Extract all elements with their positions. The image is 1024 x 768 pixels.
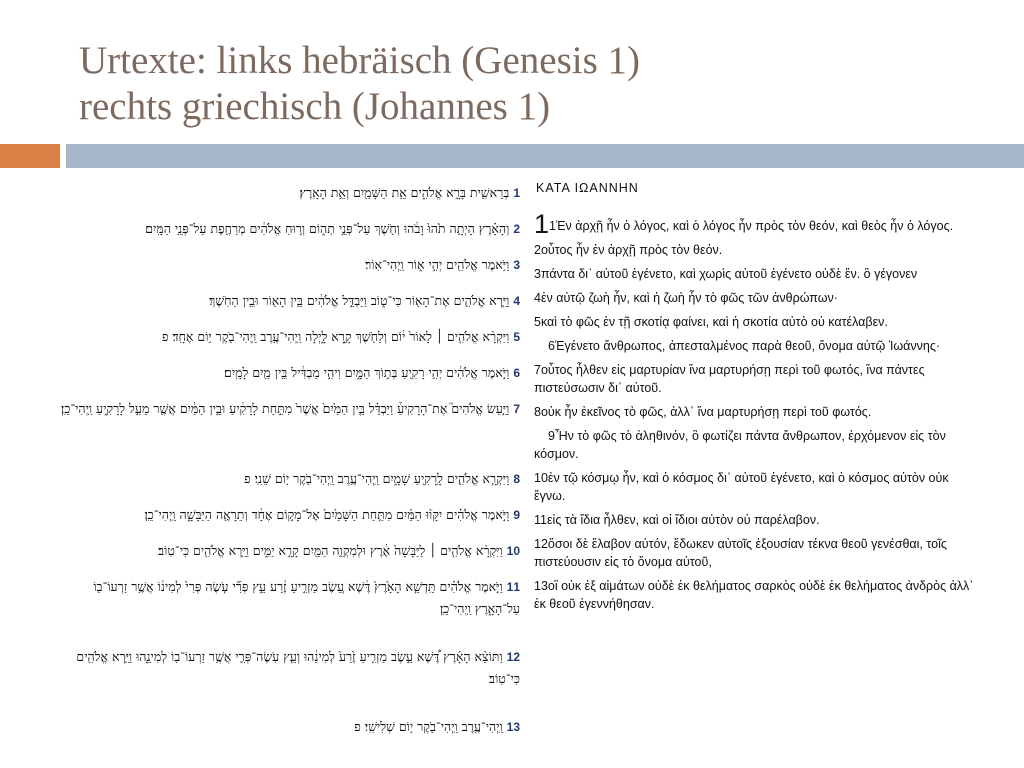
greek-verse-text: πάντα δι᾽ αὐτοῦ ἐγένετο, καὶ χωρὶς αὐτοῦ ἐγένετο οὐδὲ ἕν. ὃ γέγονεν xyxy=(540,267,918,281)
hebrew-verse-text: וַיֹּ֥אמֶר אֱלֹהִ֖ים יְהִ֣י א֑וֹר וַֽיְהִי־אֽוֹר׃ xyxy=(365,257,510,272)
greek-verse xyxy=(534,337,974,355)
hebrew-verse-text: וַיֹּ֣אמֶר אֱלֹהִ֗ים תַּֽדְשֵׁ֤א הָאָ֙רֶץ֙ דֶּ֔שֶׁא עֵ֚שֶׂב מַזְרִ֣יעַ זֶ֔רַע עֵ֣ץ פְּרִ֞י עֹ֤שֶׂה פְּרִי֙ לְמִינ֔וֹ אֲשֶׁ֥ר זַרְעוֹ־ב֖וֹ עַל־הָאָ֑רֶץ וַֽיְהִי־כֵֽן׃ xyxy=(93,579,520,616)
greek-verse-number: 13 xyxy=(534,579,548,593)
slide-title xyxy=(79,38,979,130)
hebrew-verse xyxy=(52,504,520,540)
hebrew-verse-number: 9 xyxy=(513,508,520,522)
hebrew-verse xyxy=(52,576,520,646)
hebrew-verse xyxy=(52,646,520,716)
hebrew-verse-number: 6 xyxy=(513,366,520,380)
hebrew-verse-text: וַיַּ֧רְא אֱלֹהִ֛ים אֶת־הָא֖וֹר כִּי־ט֑וֹב וַיַּבְדֵּ֣ל אֱלֹהִ֔ים בֵּ֥ין הָא֖וֹר וּבֵ֥ין הַחֹֽשֶׁךְ׃ xyxy=(209,293,510,308)
greek-verse-number: 10 xyxy=(534,471,548,485)
greek-verse-number: 4 xyxy=(534,291,541,305)
hebrew-verse-text: וַיֹּ֣אמֶר אֱלֹהִ֔ים יְהִ֥י רָקִ֖יעַ בְּת֣וֹךְ הַמָּ֑יִם וִיהִ֣י מַבְדִּ֔יל בֵּ֥ין מַ֖יִם לָמָֽיִם׃ xyxy=(224,365,510,380)
greek-verse xyxy=(534,403,974,421)
greek-chapter-number: 1 xyxy=(534,209,550,239)
greek-verse xyxy=(534,289,974,307)
hebrew-verse-number: 7 xyxy=(513,402,520,416)
hebrew-verse-text: וַיִּקְרָ֨א אֱלֹהִ֤ים ׀ לָאוֹר֙ י֔וֹם וְלַחֹ֖שֶׁךְ קָ֣רָא לָ֑יְלָה וַֽיְהִי־עֶ֥רֶב וַֽיְהִי־בֹ֖קֶר י֥וֹם אֶחָֽד׃ פ xyxy=(161,329,510,344)
greek-book-heading: ΚΑΤΑ ΙΩΑΝΝΗΝ xyxy=(536,181,639,195)
greek-verse-text: Ἐν ἀρχῇ ἦν ὁ λόγος, καὶ ὁ λόγος ἦν πρὸς τὸν θεόν, καὶ θεὸς ἦν ὁ λόγος. xyxy=(555,219,954,233)
greek-verse-text: ἐν αὐτῷ ζωὴ ἦν, καὶ ἡ ζωὴ ἦν τὸ φῶς τῶν ἀνθρώπων· xyxy=(540,291,838,305)
greek-verse xyxy=(534,265,974,283)
greek-verse xyxy=(534,469,974,505)
hebrew-verse-text: וַיֹּ֣אמֶר אֱלֹהִ֗ים יִקָּו֨וּ הַמַּ֜יִם מִתַּ֤חַת הַשָּׁמַ֙יִם֙ אֶל־מָק֣וֹם אֶחָ֔ד וְתֵרָאֶ֖ה הַיַּבָּשָׁ֑ה וַֽיְהִי־כֵֽן׃ xyxy=(144,507,510,522)
slide-title-line-1: Urtexte: links hebräisch (Genesis 1) xyxy=(79,39,641,82)
hebrew-verse xyxy=(52,326,520,362)
greek-verse xyxy=(534,535,974,571)
hebrew-verse-text: בְּרֵאשִׁ֖ית בָּרָ֣א אֱלֹהִ֑ים אֵ֥ת הַשָּׁמַ֖יִם וְאֵ֥ת הָאָֽרֶץ׃ xyxy=(299,185,510,200)
hebrew-verse-number: 8 xyxy=(513,472,520,486)
greek-verse-text: οὗτος ἦν ἐν ἀρχῇ πρὸς τὸν θεόν. xyxy=(540,243,723,257)
greek-verse-text: οἳ οὐκ ἐξ αἱμάτων οὐδὲ ἐκ θελήματος σαρκὸς οὐδὲ ἐκ θελήματος ἀνδρὸς ἀλλ᾽ ἐκ θεοῦ ἐγεννήθησαν. xyxy=(534,579,974,611)
hebrew-verse xyxy=(52,468,520,504)
hebrew-verse xyxy=(52,398,520,468)
hebrew-verse-number: 2 xyxy=(513,222,520,236)
hebrew-verse xyxy=(52,362,520,398)
hebrew-text-column xyxy=(52,182,520,752)
hebrew-verse xyxy=(52,182,520,218)
greek-verse-number: 1 xyxy=(549,219,556,233)
greek-verse xyxy=(534,577,974,613)
greek-verse-text: οὗτος ἦλθεν εἰς μαρτυρίαν ἵνα μαρτυρήσῃ περὶ τοῦ φωτός, ἵνα πάντες πιστεύσωσιν δι᾽ αὐτοῦ. xyxy=(534,363,925,395)
accent-bar-blue xyxy=(66,144,1024,168)
greek-verse xyxy=(534,313,974,331)
hebrew-verse-number: 3 xyxy=(513,258,520,272)
greek-verse-number: 8 xyxy=(534,405,541,419)
greek-verse-text: ἐν τῷ κόσμῳ ἦν, καὶ ὁ κόσμος δι᾽ αὐτοῦ ἐγένετο, καὶ ὁ κόσμος αὐτὸν οὐκ ἔγνω. xyxy=(534,471,949,503)
greek-verse-number: 7 xyxy=(534,363,541,377)
greek-verse xyxy=(534,427,974,463)
hebrew-verse-number: 10 xyxy=(506,544,520,558)
greek-verse-text: καὶ τὸ φῶς ἐν τῇ σκοτίᾳ φαίνει, καὶ ἡ σκοτία αὐτὸ οὐ κατέλαβεν. xyxy=(540,315,888,329)
slide-title-line-2: rechts griechisch (Johannes 1) xyxy=(79,85,551,128)
hebrew-verse-text: וַתּוֹצֵ֨א הָאָ֜רֶץ דֶּ֠שֶׁא עֵ֣שֶׂב מַזְרִ֤יעַ זֶ֙רַע֙ לְמִינֵ֔הוּ וְעֵ֧ץ עֹֽשֶׂה־פְּרִ֛י אֲשֶׁ֥ר זַרְעוֹ־ב֖וֹ לְמִינֵ֑הוּ וַיַּ֥רְא אֱלֹהִ֖ים כִּי־טֽוֹב׃ xyxy=(76,649,520,686)
greek-verse-number: 11 xyxy=(534,513,547,527)
greek-verse-text: οὐκ ἦν ἐκεῖνος τὸ φῶς, ἀλλ᾽ ἵνα μαρτυρήσῃ περὶ τοῦ φωτός. xyxy=(540,405,872,419)
hebrew-verse-number: 13 xyxy=(506,720,520,734)
hebrew-verse-text: וַיִּקְרָ֧א אֱלֹהִ֛ים לָֽרָקִ֖יעַ שָׁמָ֑יִם וַֽיְהִי־עֶ֥רֶב וַֽיְהִי־בֹ֖קֶר י֥וֹם שֵׁנִֽי׃ פ xyxy=(244,471,510,486)
hebrew-verse-number: 5 xyxy=(513,330,520,344)
greek-verse-text: Ἐγένετο ἄνθρωπος, ἀπεσταλμένος παρὰ θεοῦ, ὄνομα αὐτῷ Ἰωάννης· xyxy=(554,339,941,353)
hebrew-verse-number: 12 xyxy=(506,650,520,664)
hebrew-verse-text: וַיַּ֣עַשׂ אֱלֹהִים֮ אֶת־הָרָקִיעַ֒ וַיַּבְדֵּ֗ל בֵּ֤ין הַמַּ֙יִם֙ אֲשֶׁר֙ מִתַּ֣חַת לָרָקִ֔יעַ וּבֵ֣ין הַמַּ֔יִם אֲשֶׁ֖ר מֵעַ֣ל לָרָקִ֑יעַ וַֽיְהִי־כֵֽן׃ xyxy=(61,401,510,416)
greek-verse xyxy=(534,209,974,239)
greek-verse xyxy=(534,511,974,529)
hebrew-verse-text: וַיִּקְרָ֨א אֱלֹהִ֤ים ׀ לַיַּבָּשָׁה֙ אֶ֔רֶץ וּלְמִקְוֵ֥ה הַמַּ֖יִם קָרָ֣א יַמִּ֑ים וַיַּ֥רְא אֱלֹהִ֖ים כִּי־טֽוֹב׃ xyxy=(158,543,503,558)
hebrew-verse-number: 1 xyxy=(513,186,520,200)
hebrew-verse-text: וְהָאָ֗רֶץ הָיְתָ֥ה תֹ֙הוּ֙ וָבֹ֔הוּ וְחֹ֖שֶׁךְ עַל־פְּנֵ֣י תְה֑וֹם וְר֣וּחַ אֱלֹהִ֔ים מְרַחֶ֖פֶת עַל־פְּנֵ֥י הַמָּֽיִם׃ xyxy=(145,221,510,236)
hebrew-verse-text: וַֽיְהִי־עֶ֥רֶב וַֽיְהִי־בֹ֖קֶר י֥וֹם שְׁלִישִֽׁי׃ פ xyxy=(354,719,503,734)
greek-verse-number: 6 xyxy=(548,339,555,353)
greek-verse xyxy=(534,361,974,397)
accent-bar-orange xyxy=(0,144,60,168)
greek-verse-number: 12 xyxy=(534,537,548,551)
hebrew-verse xyxy=(52,218,520,254)
hebrew-verse xyxy=(52,716,520,752)
greek-verse-number: 2 xyxy=(534,243,541,257)
greek-verse-number: 9 xyxy=(548,429,555,443)
greek-verse-number: 3 xyxy=(534,267,541,281)
greek-verse-text: εἰς τὰ ἴδια ἦλθεν, καὶ οἱ ἴδιοι αὐτὸν οὐ παρέλαβον. xyxy=(546,513,820,527)
greek-verse-text: Ἦν τὸ φῶς τὸ ἀληθινόν, ὃ φωτίζει πάντα ἄνθρωπον, ἐρχόμενον εἰς τὸν κόσμον. xyxy=(534,429,946,461)
hebrew-verse xyxy=(52,540,520,576)
hebrew-verse-number: 4 xyxy=(513,294,520,308)
greek-text-column xyxy=(534,181,974,619)
greek-verse xyxy=(534,241,974,259)
hebrew-verse xyxy=(52,254,520,290)
greek-verse-number: 5 xyxy=(534,315,541,329)
greek-verse-text: ὅσοι δὲ ἔλαβον αὐτόν, ἔδωκεν αὐτοῖς ἐξουσίαν τέκνα θεοῦ γενέσθαι, τοῖς πιστεύουσιν εἰς τὸ ὄνομα αὐτοῦ, xyxy=(534,537,947,569)
hebrew-verse-number: 11 xyxy=(506,580,520,594)
hebrew-verse xyxy=(52,290,520,326)
